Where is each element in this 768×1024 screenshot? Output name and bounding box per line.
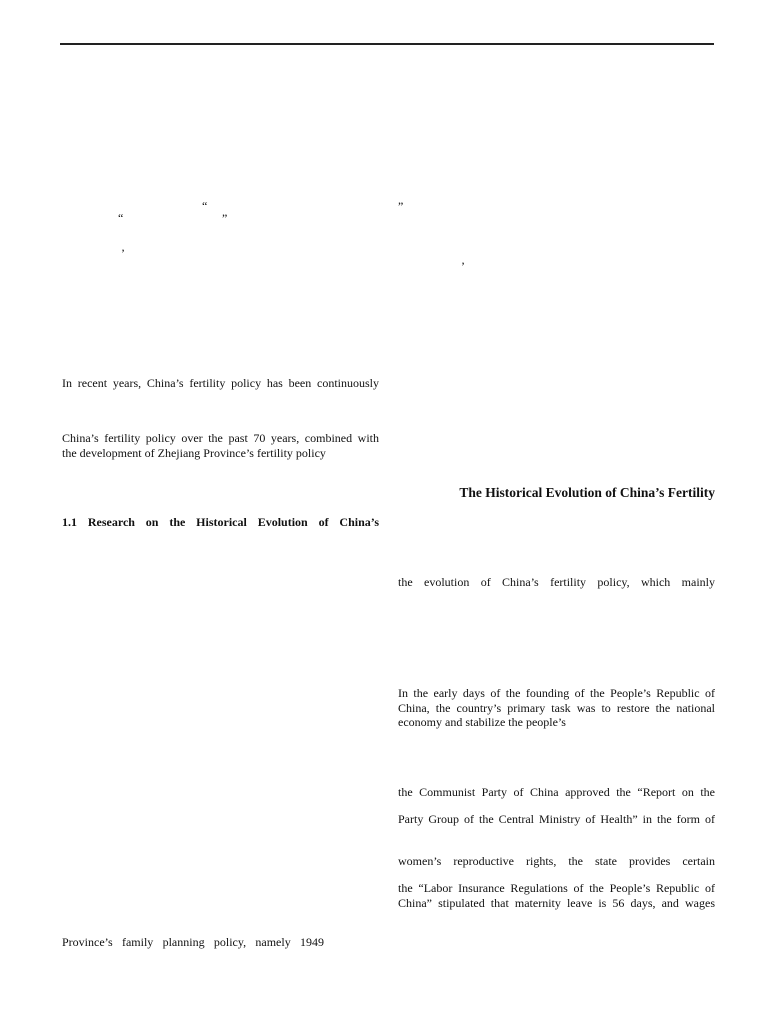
comma-fragment: ’ xyxy=(121,246,125,260)
paragraph-labor-insurance xyxy=(398,881,715,910)
text-line: China’s fertility policy over the past 70 years, combined with xyxy=(62,431,379,445)
text-line: China, the country’s primary task was to restore the national xyxy=(398,700,715,715)
paragraph-early-days xyxy=(398,686,715,730)
paragraph-evolution xyxy=(398,575,715,590)
text-line: Province’s family planning policy, namely 1949 xyxy=(62,935,324,949)
text-line: economy and stabilize the people’s xyxy=(398,715,566,729)
text-line: the development of Zhejiang Province’s fertility policy xyxy=(62,445,326,460)
text-line: Party Group of the Central Ministry of Health” in the form of xyxy=(398,812,715,826)
paragraph-past-70-years xyxy=(62,431,379,460)
quote-fragment: ” xyxy=(398,199,404,213)
paragraph-womens-rights xyxy=(398,854,715,869)
text-line: the “Labor Insurance Regulations of the People’s Republic of xyxy=(398,881,715,895)
text-line: In recent years, China’s fertility policy has been continuously xyxy=(62,376,379,390)
paragraph-province xyxy=(62,935,379,950)
text-line: In the early days of the founding of the People’s Republic of xyxy=(398,686,715,700)
heading-text: 1.1 Research on the Historical Evolution of China’s xyxy=(62,515,379,529)
quote-fragment: “ xyxy=(118,211,124,225)
paragraph-party-group xyxy=(398,812,715,827)
comma-fragment: ’ xyxy=(461,259,465,273)
text-line: the evolution of China’s fertility policy, which mainly xyxy=(398,575,715,589)
section-title xyxy=(398,485,715,501)
quote-fragment: ” xyxy=(222,211,228,225)
text-line: women’s reproductive rights, the state provides certain xyxy=(398,854,715,868)
text-line: China” stipulated that maternity leave is 56 days, and wages xyxy=(398,895,715,910)
paragraph-recent-years xyxy=(62,376,379,391)
header-rule xyxy=(60,43,714,45)
title-text: The Historical Evolution of China’s Fertility xyxy=(459,485,715,500)
quote-fragment: “ xyxy=(202,199,208,213)
text-line: the Communist Party of China approved the “Report on the xyxy=(398,785,715,799)
paragraph-cpc xyxy=(398,785,715,800)
section-heading xyxy=(62,515,379,530)
